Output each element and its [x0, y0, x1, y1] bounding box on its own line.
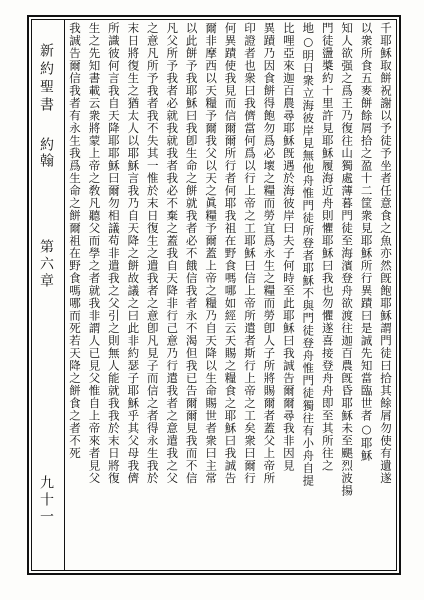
text-column: 我誠告爾信我者有永生我爲生命之餅爾祖在野食嗎哪而死若天降之餅食之者不死 — [68, 22, 82, 460]
text-column: 所識彼何言我自天降耶耶穌曰爾勿相議苟非遣我之父引之則無人能就我我於末日將復 — [106, 22, 121, 485]
text-column: 之意凡所予我者我不失其一惟於末日復生之遣我者之意卽凡見子而信之者得永生我於 — [145, 22, 160, 485]
book-title: 新約聖書 — [38, 43, 54, 115]
text-column: 生之先知書載云衆將蒙上帝之敎凡聽父而學之者就我非謂人已見父惟自上帝來者見父 — [87, 22, 102, 485]
running-head — [31, 19, 64, 571]
text-column: 知人欲强之爲王乃復往山獨處薄暮門徒至海濱登舟欲渡往迦百農旣昏耶穌未至颶烈波揚 — [340, 22, 355, 497]
text-column: 以此餅予我耶穌曰我卽生命之餅就我者必不餓信我者永不渴但我已告爾爾見我而不信 — [184, 22, 199, 485]
text-column: 比哩亞來迦百農尋耶穌旣遇於海彼岸曰夫子何時至此耶穌曰我誠告爾爾尋我非因見 — [281, 22, 296, 472]
text-column: 印證者也衆曰我儕當何爲以行上帝之工耶穌曰信上帝所遣者斯行上帝之工矣衆曰爾行 — [242, 22, 257, 485]
chapter-label: 第六章 — [38, 239, 54, 290]
text-block — [66, 22, 395, 568]
text-column: 末日將復生之猶太人以耶穌言我乃自天降之餅故議之曰此非約瑟子耶穌乎其父母我儕 — [126, 22, 141, 485]
text-column: 爾非摩西以天糧予爾我父以天之眞糧予爾蓋上帝之糧乃自天降以生命賜世者衆曰主常 — [204, 22, 219, 485]
text-column: 凡父所予我者必就我就我者我必不棄之蓋我自天降非行己意乃行遣我者之意遣我之父 — [165, 22, 180, 485]
text-column: 千耶穌取餅祝謝以予徒予坐者任意食之魚亦然旣飽耶穌謂門徒曰拾其餘屑勿使有遺遂 — [379, 22, 393, 485]
text-column: 何異蹟使我見而信爾爾所行者何耶我祖在野食嗎哪如經云天賜之糧食之耶穌曰我誠告 — [223, 22, 238, 485]
text-column: 異蹟乃因食餅得飽勿爲必壞之糧而勞宜爲永生之糧而勞卽人子所將賜爾者蓋父上帝所 — [262, 22, 277, 485]
text-column: 地○明日衆立海彼岸見無他舟惟門徒所登者耶穌不與門徒登舟惟門徒獨往有小舟自提 — [301, 22, 316, 487]
section-label: 約翰 — [38, 137, 54, 169]
header-divider — [64, 19, 65, 571]
text-column: 以衆所食五麥餅餘屑拾之盈十二筐衆見耶穌所行異蹟曰是誠先知當臨世者○耶穌 — [359, 22, 374, 462]
page-number: 九十一 — [38, 475, 54, 526]
text-column: 門徒盪槳約十里許見耶穌履海近舟則懼耶穌曰我也勿懼遂喜接登舟舟即至其所往之 — [320, 22, 335, 472]
